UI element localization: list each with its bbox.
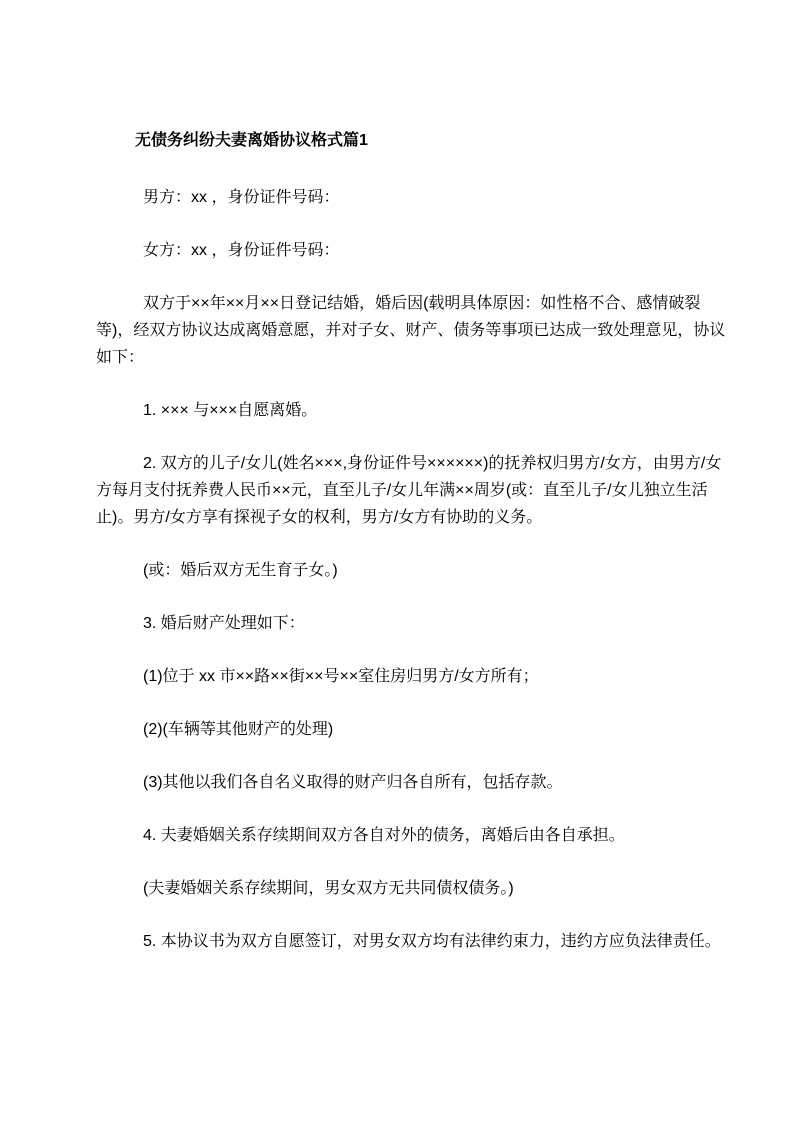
clause-5-legal-effect: 5. 本协议书为双方自愿签订，对男女双方均有法律约束力，违约方应负法律责任。 — [143, 933, 721, 950]
clause-3-property: 3. 婚后财产处理如下： — [143, 615, 305, 632]
property-item-1-house: (1)位于 xx 市××路××街××号××室住房归男方/女方所有； — [143, 668, 539, 685]
party-female-line: 女方：xx ，身份证件号码： — [143, 242, 340, 259]
alt-no-debts-note: (夫妻婚姻关系存续期间，男女双方无共同债权债务。) — [143, 880, 514, 897]
preamble-paragraph: 双方于××年××月××日登记结婚，婚后因(载明具体原因：如性格不合、感情破裂等)，经双方协议达成离婚意愿，并对子女、财产、债务等事项已达成一致处理意见，协议如下： — [96, 295, 726, 366]
clause-2-custody: 2. 双方的儿子/女儿(姓名×××,身份证件号××××××)的抚养权归男方/女方，由男方/女方每月支付抚养费人民币××元，直至儿子/女儿年满××周岁(或：直至儿子/女儿独立生活止)。男方/女方享有探视子女的权利，男方/女方有协助的义务。 — [96, 455, 722, 526]
clause-4-debts: 4. 夫妻婚姻关系存续期间双方各自对外的债务，离婚后由各自承担。 — [143, 827, 625, 844]
party-male-line: 男方：xx ，身份证件号码： — [143, 189, 340, 206]
document-body — [96, 184, 728, 955]
alt-no-children-note: (或：婚后双方无生育子女。) — [143, 562, 338, 579]
document-title: 无债务纠纷夫妻离婚协议格式篇1 — [135, 132, 368, 149]
clause-1-divorce: 1. ××× 与×××自愿离婚。 — [143, 402, 318, 419]
property-item-2-vehicle: (2)(车辆等其他财产的处理) — [143, 721, 334, 738]
property-item-3-other: (3)其他以我们各自名义取得的财产归各自所有，包括存款。 — [143, 774, 563, 791]
